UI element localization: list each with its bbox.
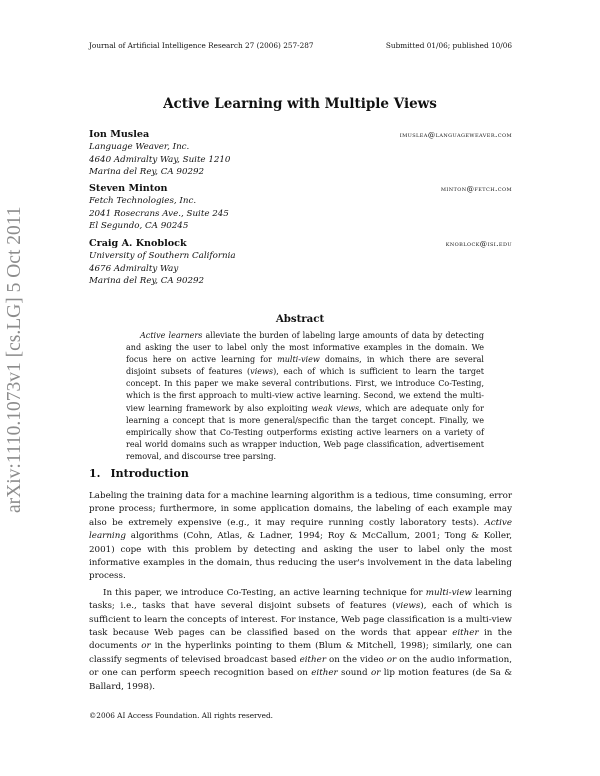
- body-text: [89, 490, 512, 697]
- affiliation-line: 4640 Admiralty Way, Suite 1210: [89, 154, 231, 165]
- journal-header: Journal of Artificial Intelligence Research 27 (2006) 257-287: [89, 41, 314, 50]
- submission-dates: Submitted 01/06; published 10/06: [385, 41, 512, 50]
- author-email[interactable]: minton@fetch.com: [440, 184, 512, 193]
- copyright-footer: ©2006 AI Access Foundation. All rights reserved.: [89, 711, 273, 720]
- arxiv-identifier[interactable]: arXiv:1110.1073v1 [cs.LG] 5 Oct 2011: [4, 206, 25, 513]
- affiliation-line: 4676 Admiralty Way: [89, 263, 179, 274]
- author-name: Ion Muslea: [89, 129, 150, 140]
- abstract-paragraph: Active learners alleviate the burden of labeling large amounts of data by detecting and asking the user to label only the most informative examples in the domain. We focus here on active learning for multi-view domains, in which there are several disjoint subsets of features (views), each of which is sufficient to learn the target concept. In this paper we make several contributions. First, we introduce Co-Testing, which is the first approach to multi-view active learning. Second, we extend the multi-view learning framework by also exploiting weak views, which are adequate only for learning a concept that is more general/specific than the target concept. Finally, we empirically show that Co-Testing outperforms existing active learners on a variety of real world domains such as wrapper induction, Web page classification, advertisement removal, and discourse tree parsing.: [126, 331, 484, 461]
- intro-paragraph-2: In this paper, we introduce Co-Testing, an active learning technique for multi-view learning tasks; i.e., tasks that have several disjoint subsets of features (views), each of which is sufficient to learn the concepts of interest. For instance, Web page classification is a multi-view task because Web pages can be classified based on the words that appear either in the documents or in the hyperlinks pointing to them (Blum & Mitchell, 1998); similarly, one can classify segments of televised broadcast based either on the video or on the audio information, or one can perform speech recognition based on either sound or lip motion features (de Sa & Ballard, 1998).: [89, 587, 513, 692]
- affiliation-line: Fetch Technologies, Inc.: [89, 196, 197, 206]
- section-title: Introduction: [110, 467, 189, 480]
- affiliation-line: 2041 Rosecrans Ave., Suite 245: [89, 208, 229, 219]
- author-name: Steven Minton: [89, 183, 168, 194]
- section-number: 1.: [89, 467, 101, 480]
- affiliation-line: University of Southern California: [89, 251, 236, 261]
- affiliation-line: Marina del Rey, CA 90292: [89, 167, 205, 178]
- affiliation-line: Marina del Rey, CA 90292: [89, 276, 205, 287]
- author-name: Craig A. Knoblock: [89, 238, 187, 249]
- author-email[interactable]: knoblock@isi.edu: [445, 239, 512, 248]
- author-block: [89, 238, 512, 288]
- section-heading: [89, 467, 189, 480]
- author-email[interactable]: imuslea@languageweaver.com: [399, 130, 512, 139]
- author-block: [89, 129, 512, 179]
- abstract-body: [126, 330, 484, 463]
- abstract-heading: Abstract: [275, 313, 325, 325]
- affiliation-line: Language Weaver, Inc.: [89, 142, 190, 152]
- paper-title: Active Learning with Multiple Views: [163, 96, 437, 112]
- intro-paragraph-1: Labeling the training data for a machine learning algorithm is a tedious, time consuming, error prone process; furthermore, in some application domains, the labeling of each example may also be extremely expensive (e.g., it may require running costly laboratory tests). Active learning algorithms (Cohn, Atlas, & Ladner, 1994; Roy & McCallum, 2001; Tong & Koller, 2001) cope with this problem by detecting and asking the user to label only the most informative examples in the domain, thus reducing the user's involvement in the data labeling process.: [89, 491, 512, 582]
- author-block: [89, 183, 512, 233]
- affiliation-line: El Segundo, CA 90245: [89, 221, 189, 232]
